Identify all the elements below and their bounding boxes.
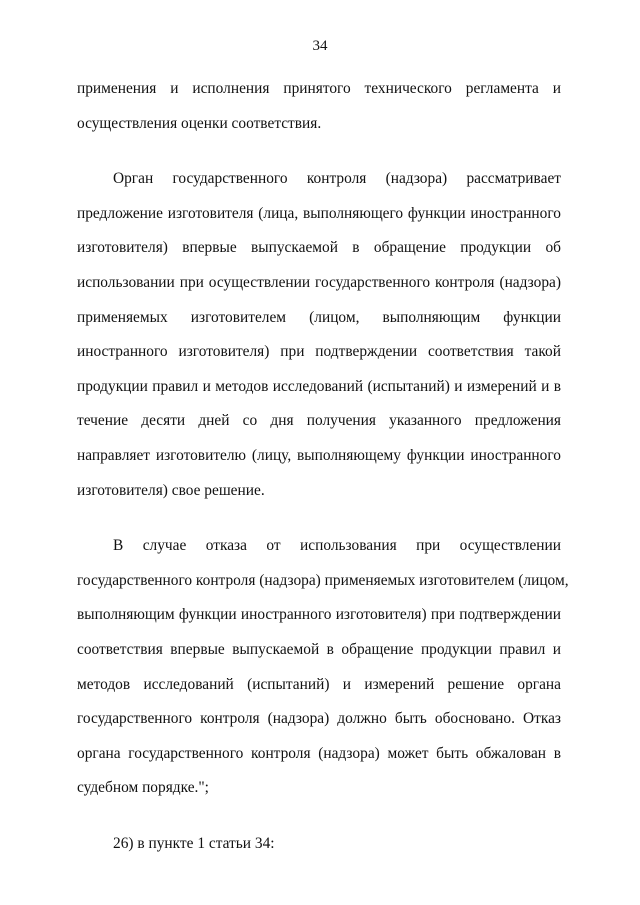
- text-line: иностранного изготовителя) при подтверждении соответствия такой: [77, 343, 561, 361]
- text-line: государственного контроля (надзора) применяемых изготовителем (лицом,: [77, 571, 569, 589]
- text-line: выполняющим функции иностранного изготовителя) при подтверждении: [77, 606, 561, 624]
- text-line: 26) в пункте 1 статьи 34:: [113, 834, 275, 852]
- text-line: методов исследований (испытаний) и измерений решение органа: [77, 675, 561, 693]
- paragraph-4: [77, 827, 561, 862]
- text-line: применяемых изготовителем (лицом, выполняющим функции: [77, 308, 561, 326]
- text-line: предложение изготовителя (лица, выполняющего функции иностранного: [77, 204, 561, 222]
- paragraph-1: [77, 72, 561, 141]
- text-line: В случае отказа от использования при осуществлении: [113, 537, 561, 555]
- text-line: течение десяти дней со дня получения указанного предложения: [77, 412, 561, 430]
- paragraph-3: [77, 529, 569, 806]
- text-line: применения и исполнения принятого технического регламента и: [77, 80, 561, 97]
- paragraph-2: [77, 162, 561, 508]
- document-body: [77, 72, 569, 861]
- text-line: соответствия впервые выпускаемой в обращение продукции правил и: [77, 640, 561, 658]
- page-number: 34: [312, 38, 328, 54]
- text-line: изготовителя) впервые выпускаемой в обращение продукции об: [77, 239, 561, 257]
- text-line: Орган государственного контроля (надзора) рассматривает: [113, 170, 561, 188]
- text-line: направляет изготовителю (лицу, выполняющему функции иностранного: [77, 446, 561, 464]
- text-line: осуществления оценки соответствия.: [77, 114, 322, 132]
- text-line: судебном порядке.";: [77, 779, 209, 797]
- text-line: государственного контроля (надзора) должно быть обосновано. Отказ: [77, 710, 561, 728]
- text-line: органа государственного контроля (надзора) может быть обжалован в: [77, 744, 561, 762]
- text-line: изготовителя) свое решение.: [77, 481, 265, 499]
- text-line: продукции правил и методов исследований (испытаний) и измерений и в: [77, 377, 561, 395]
- text-line: использовании при осуществлении государственного контроля (надзора): [77, 273, 561, 291]
